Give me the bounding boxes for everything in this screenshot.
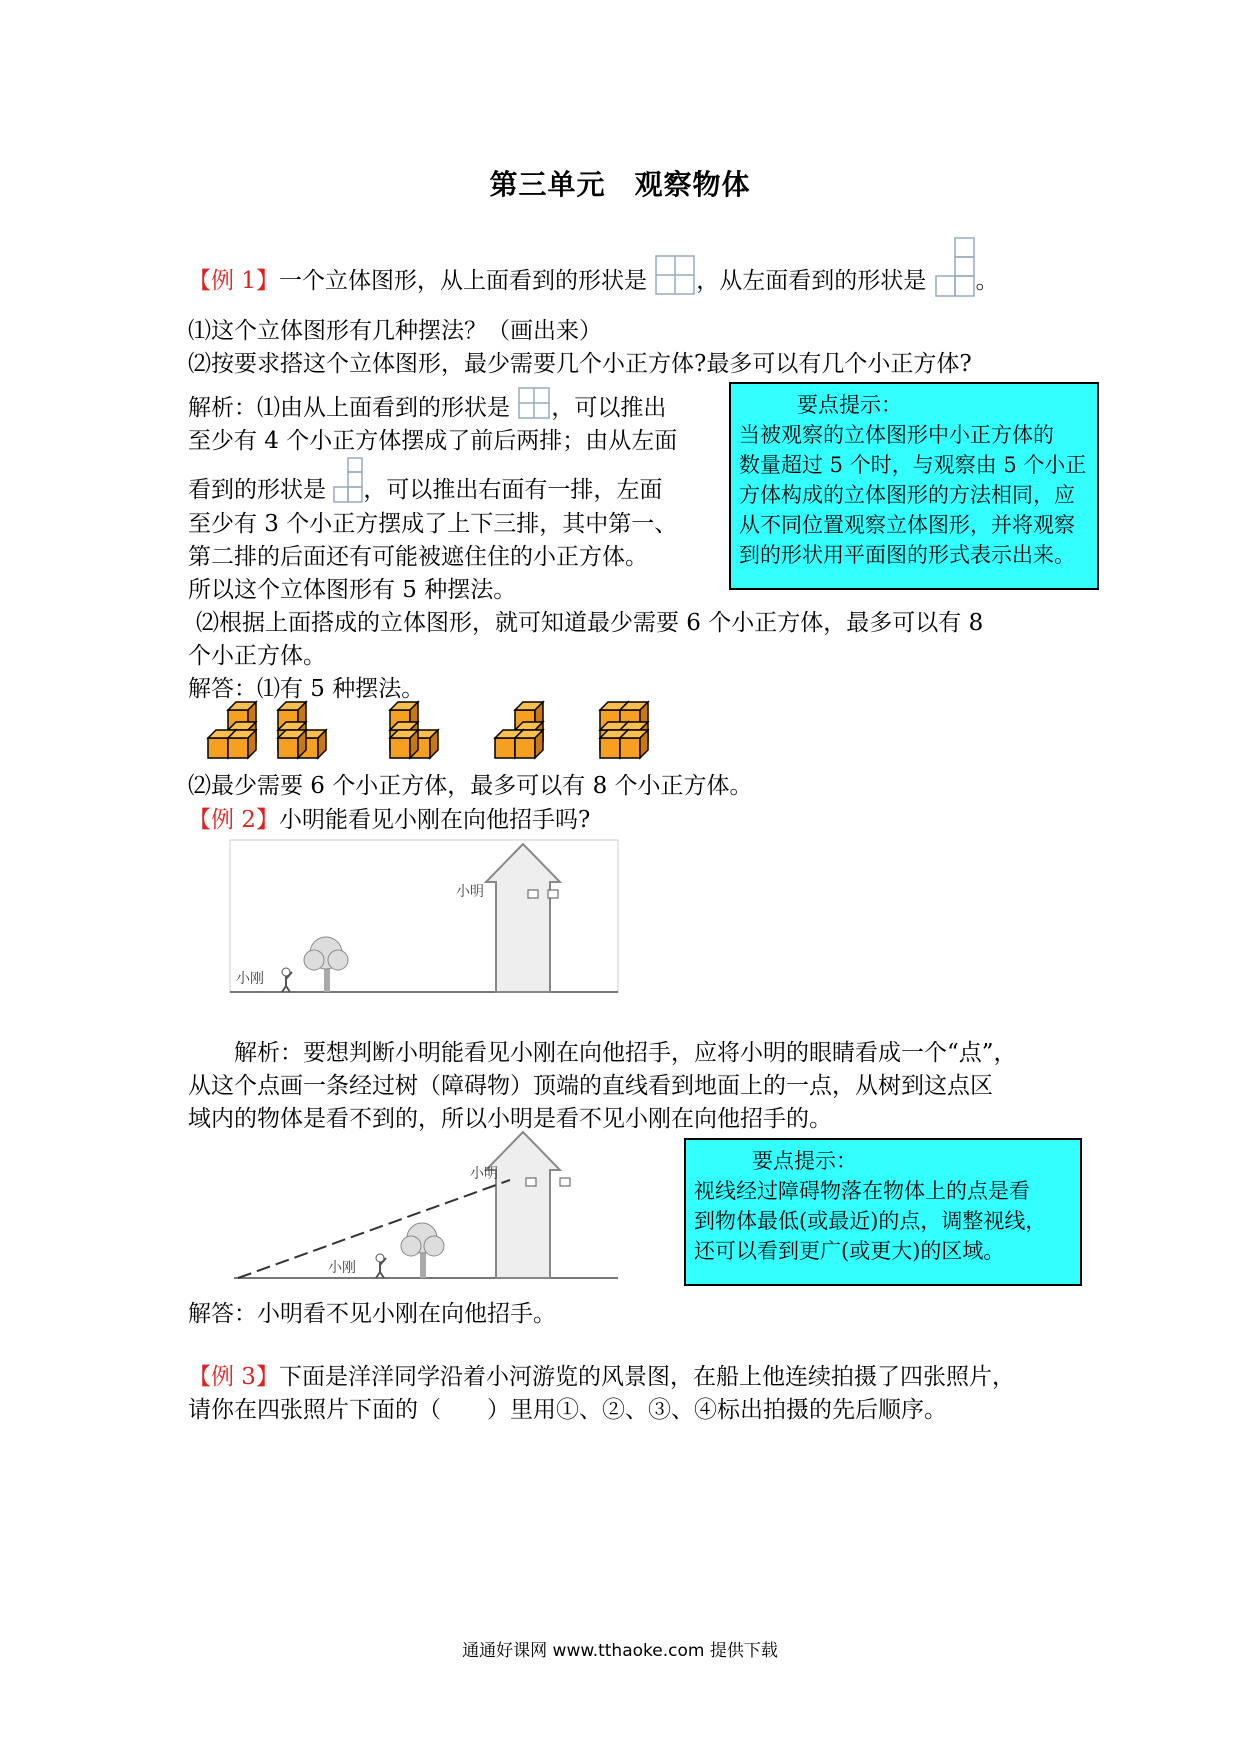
tip-line: 还可以看到更广(或更大)的区域。	[694, 1239, 1005, 1263]
analysis-text: ，可以推出	[551, 395, 667, 421]
example1-analysis-line2: 至少有 4 个小正方体摆成了前后两排；由从左面	[188, 428, 678, 454]
example1-answer2: ⑵最少需要 6 个小正方体，最多可以有 8 个小正方体。	[188, 773, 753, 799]
tip-line: 方体构成的立体图形的方法相同，应	[739, 483, 1075, 507]
example3-text: 下面是洋洋同学沿着小河游览的风景图，在船上他连续拍摄了四张照片，	[278, 1364, 1015, 1390]
example1-q-text2: ，从左面看到的形状是	[696, 268, 927, 294]
top-view-icon-small	[517, 386, 551, 420]
tip-line: 从不同位置观察立体图形，并将观察	[739, 513, 1075, 537]
example1-analysis-line5: 第二排的后面还有可能被遮住住的小正方体。	[188, 544, 648, 570]
example1-sub2: ⑵按要求搭这个立体图形，最少需要几个小正方体?最多可以有几个小正方体?	[188, 351, 972, 377]
cube-arrangement-4	[495, 702, 543, 758]
tip-box-2	[684, 1138, 1082, 1286]
example2-analysis-line1: 解析：要想判断小明能看见小刚在向他招手，应将小明的眼睛看成一个“点”，	[234, 1040, 1017, 1066]
example1-sub1: ⑴这个立体图形有几种摆法？（画出来）	[188, 318, 602, 344]
example3-label: 【例 3】	[188, 1364, 279, 1390]
example2-question	[188, 804, 590, 836]
example3-line1	[188, 1361, 1015, 1393]
figure-house-tree	[228, 838, 620, 998]
left-view-icon	[934, 236, 976, 298]
analysis-text: 解析：⑴由从上面看到的形状是	[188, 395, 510, 421]
label-xiaogang-2: 小刚	[328, 1260, 356, 1276]
tip-line: 视线经过障碍物落在物体上的点是看	[694, 1179, 1030, 1203]
footer: 通通好课网 www.tthaoke.com 提供下载	[462, 1641, 778, 1661]
example1-q-text1: 一个立体图形，从上面看到的形状是	[278, 268, 647, 294]
example1-question	[188, 265, 999, 298]
tip-box-1	[729, 382, 1099, 590]
example3-line2: 请你在四张照片下面的（ ）里用①、②、③、④标出拍摄的先后顺序。	[188, 1397, 947, 1423]
cube-arrangement-5	[600, 702, 648, 758]
top-view-icon	[654, 254, 696, 296]
analysis-text: ，可以推出右面有一排，左面	[363, 477, 663, 503]
tip-title: 要点提示：	[752, 1149, 857, 1173]
example1-label: 【例 1】	[188, 268, 279, 294]
example1-q-text3: 。	[975, 268, 999, 294]
page-title: 第三单元 观察物体	[489, 168, 751, 201]
tip-title: 要点提示：	[797, 393, 902, 417]
example1-analysis-line7: ⑵根据上面搭成的立体图形，就可知道最少需要 6 个小正方体，最多可以有 8	[196, 610, 984, 636]
example1-analysis-line6: 所以这个立体图形有 5 种摆法。	[188, 577, 517, 603]
example2-analysis-line3: 域内的物体是看不到的，所以小明是看不见小刚在向他招手的。	[188, 1106, 832, 1132]
tip-line: 到物体最低(或最近)的点，调整视线，	[694, 1209, 1047, 1233]
example1-analysis-line3	[188, 474, 662, 506]
cube-arrangement-3	[390, 702, 438, 758]
analysis-text: 看到的形状是	[188, 477, 326, 503]
example1-answer1: 解答：⑴有 5 种摆法。	[188, 676, 425, 702]
label-xiaoming: 小明	[456, 884, 484, 900]
figure-line-of-sight	[228, 1128, 620, 1286]
example1-analysis-line8: 个小正方体。	[188, 643, 326, 669]
tip-line: 当被观察的立体图形中小正方体的	[739, 423, 1054, 447]
left-view-icon-small	[333, 456, 363, 504]
example2-label: 【例 2】	[188, 807, 279, 833]
example1-analysis-line1	[188, 392, 666, 424]
example2-answer: 解答：小明看不见小刚在向他招手。	[188, 1301, 556, 1327]
example1-analysis-line4: 至少有 3 个小正方摆成了上下三排，其中第一、	[188, 511, 678, 537]
tip-line: 数量超过 5 个时，与观察由 5 个小正	[739, 453, 1087, 477]
cube-arrangements	[200, 700, 680, 760]
label-xiaoming-2: 小明	[470, 1166, 498, 1182]
example2-question-text: 小明能看见小刚在向他招手吗?	[278, 807, 591, 833]
tree	[401, 1223, 444, 1278]
cube-arrangement-2	[278, 702, 326, 758]
boy-figure	[376, 1254, 386, 1278]
tip-line: 到的形状用平面图的形式表示出来。	[739, 543, 1075, 567]
cube-arrangement-1	[208, 702, 256, 758]
example2-analysis-line2: 从这个点画一条经过树（障碍物）顶端的直线看到地面上的一点，从树到这点区	[188, 1073, 993, 1099]
label-xiaogang: 小刚	[236, 971, 264, 987]
